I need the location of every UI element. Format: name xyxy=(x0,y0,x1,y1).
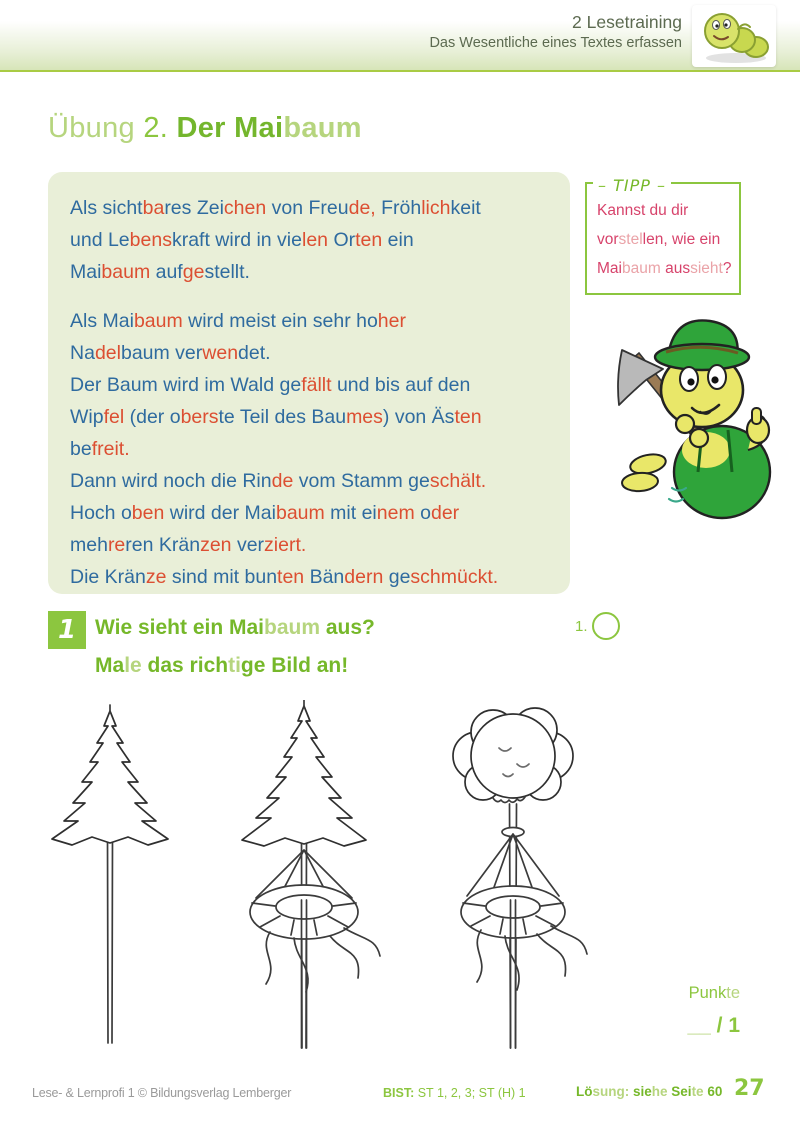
header-band xyxy=(0,0,800,72)
header-text xyxy=(429,12,682,52)
points-label: Punkte xyxy=(688,984,740,1002)
page-number: 27 xyxy=(734,1076,765,1101)
chapter-subtitle: Das Wesentliche eines Textes erfassen xyxy=(429,34,682,51)
exercise-number: 1 xyxy=(57,615,77,645)
bist-label: BIST: xyxy=(383,1086,415,1100)
footer-solution-reference: Lösung: siehe Seite 60 xyxy=(576,1084,723,1099)
footer-imprint: Lese- & Lernprofi 1 © Bildungsverlag Lemberger xyxy=(32,1086,292,1100)
bist-value: ST 1, 2, 3; ST (H) 1 xyxy=(414,1086,526,1100)
reading-paragraph: Als Maibaum wird meist ein sehr hoher Nadelbaum verwendet. Der Baum wird im Wald gefällt und bis auf den Wipfel (der oberste Teil des Baumes) von Ästen befreit. Dann wird noch die Rinde vom Stamm geschält. Hoch oben wird der Maibaum mit einem oder mehreren Kränzen verziert. Die Kränze sind mit bunten Bändern geschmückt. xyxy=(70,310,499,588)
exercise-number-badge xyxy=(48,611,86,649)
tipp-label: – TIPP – xyxy=(593,171,671,200)
tipp-text: Kannst du dir vorstellen, wie ein Maibaum aussieht? xyxy=(597,202,732,277)
points-score[interactable]: __ / 1 xyxy=(687,1014,740,1037)
tree-option-3-round-wreath[interactable] xyxy=(428,700,598,1055)
answer-marker xyxy=(575,612,620,640)
tree-option-2-fir-wreath[interactable] xyxy=(222,700,386,1055)
tipp-box xyxy=(585,176,741,295)
chapter-title: 2 Lesetraining xyxy=(572,12,682,32)
footer-bist xyxy=(383,1086,526,1100)
answer-circle[interactable] xyxy=(592,612,620,640)
reading-paragraph: Als sichtbares Zeichen von Freude, Fröhlichkeit und Lebenskraft wird in vielen Orten ein Maibaum aufgestellt. xyxy=(70,197,481,283)
turtle-axe-mascot xyxy=(606,312,782,526)
answer-marker-number: 1. xyxy=(575,617,588,635)
bookworm-mascot-icon xyxy=(692,5,776,67)
exercise-heading: Wie sieht ein Maibaum aus? Male das richtige Bild an! xyxy=(95,616,375,677)
page-title: Übung 2. Der Maibaum xyxy=(48,112,362,144)
tree-option-1-fir-plain[interactable] xyxy=(38,703,182,1053)
reading-text-box xyxy=(48,172,570,594)
